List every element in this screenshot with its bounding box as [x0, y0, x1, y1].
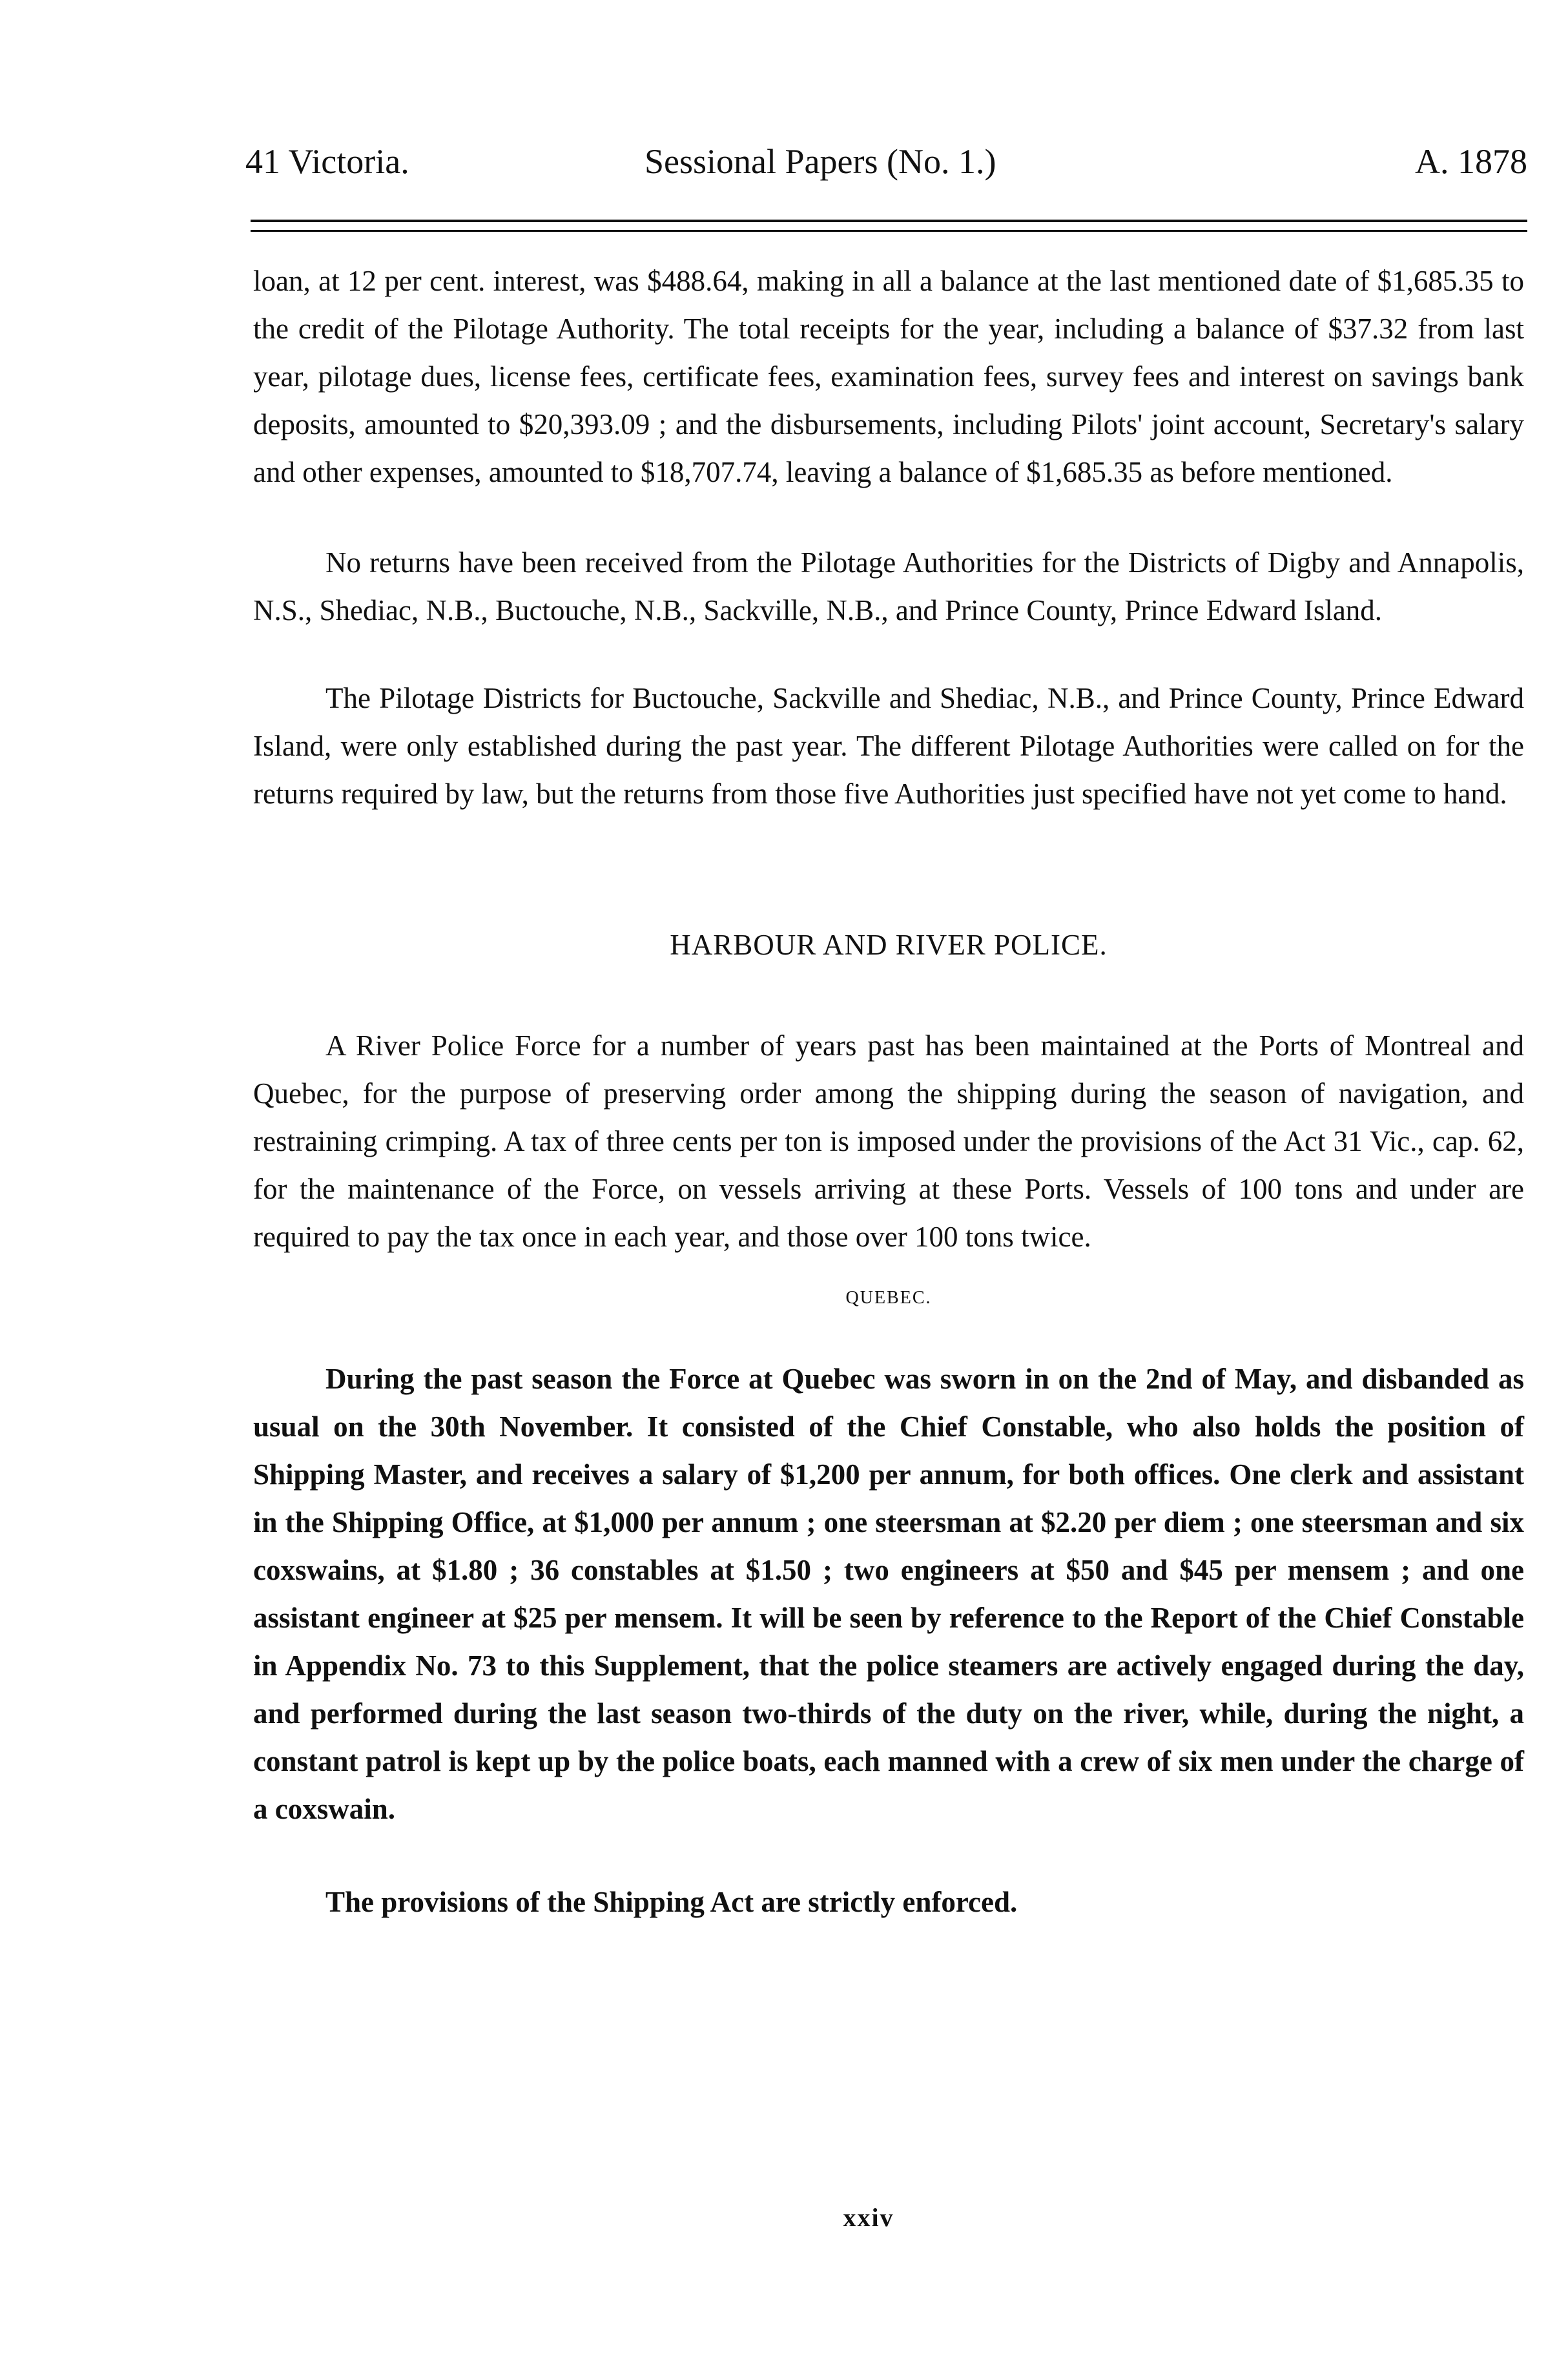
paragraph-no-returns: No returns have been received from the Pilotage Authorities for the Districts of Digby and Annapolis, N.S., Shediac, N.B., Buctouche, N.B., Sackville, N.B., and Prince County, Prince Edward Island.	[253, 546, 1524, 626]
paragraph-quebec-force: During the past season the Force at Quebec was sworn in on the 2nd of May, and disbanded as usual on the 30th November. It consisted of the Chief Constable, who also holds the position of Shipping Master, and receives a salary of $1,200 per annum, for both offices. One clerk and assistant in the Shipping Office, at $1,000 per annum ; one steersman at $2.20 per diem ; one steersman and six coxswains, at $1.80 ; 36 constables at $1.50 ; two engineers at $50 and $45 per mensem ; and one assistant engineer at $25 per mensem. It will be seen by reference to the Report of the Chief Constable in Appendix No. 73 to this Supplement, that the police steamers are actively engaged during the day, and performed during the last season two-thirds of the duty on the river, while, during the night, a constant patrol is kept up by the police boats, each manned with a crew of six men under the charge of a coxswain.	[253, 1363, 1524, 1825]
page-number: xxiv	[843, 2203, 894, 2232]
paragraph-river-police: A River Police Force for a number of years past has been maintained at the Ports of Montreal and Quebec, for the purpose of preserving order among the shipping during the season of navigation, and restraining crimping. A tax of three cents per ton is imposed under the provisions of the Act 31 Vic., cap. 62, for the maintenance of the Force, on vessels arriving at these Ports. Vessels of 100 tons and under are required to pay the tax once in each year, and those over 100 tons twice.	[253, 1029, 1524, 1253]
section-heading: HARBOUR AND RIVER POLICE.	[670, 929, 1108, 961]
paragraph-shipping-act: The provisions of the Shipping Act are strictly enforced.	[325, 1886, 1018, 1918]
header-volume: 41 Victoria.	[245, 142, 409, 181]
header-year: A. 1878	[1415, 142, 1527, 181]
paragraph-pilotage-accounts: loan, at 12 per cent. interest, was $488.64, making in all a balance at the last mentioned date of $1,685.35 to the credit of the Pilotage Authority. The total receipts for the year, including a balance of $37.32 from last year, pilotage dues, license fees, certificate fees, examination fees, survey fees and interest on savings bank deposits, amounted to $20,393.09 ; and the disbursements, including Pilots' joint account, Secretary's salary and other expenses, amounted to $18,707.74, leaving a balance of $1,685.35 as before mentioned.	[253, 265, 1524, 488]
page-body	[253, 257, 1524, 1926]
paragraph-pilotage-districts: The Pilotage Districts for Buctouche, Sackville and Shediac, N.B., and Prince County, Prince Edward Island, were only established during the past year. The different Pilotage Authorities were called on for the returns required by law, but the returns from those five Authorities just specified have not yet come to hand.	[253, 682, 1524, 810]
subsection-heading: QUEBEC.	[845, 1288, 932, 1308]
header-rule-top	[251, 220, 1527, 222]
running-header	[245, 139, 1527, 184]
header-title: Sessional Papers (No. 1.)	[645, 142, 996, 181]
header-rule-bottom	[251, 230, 1527, 232]
